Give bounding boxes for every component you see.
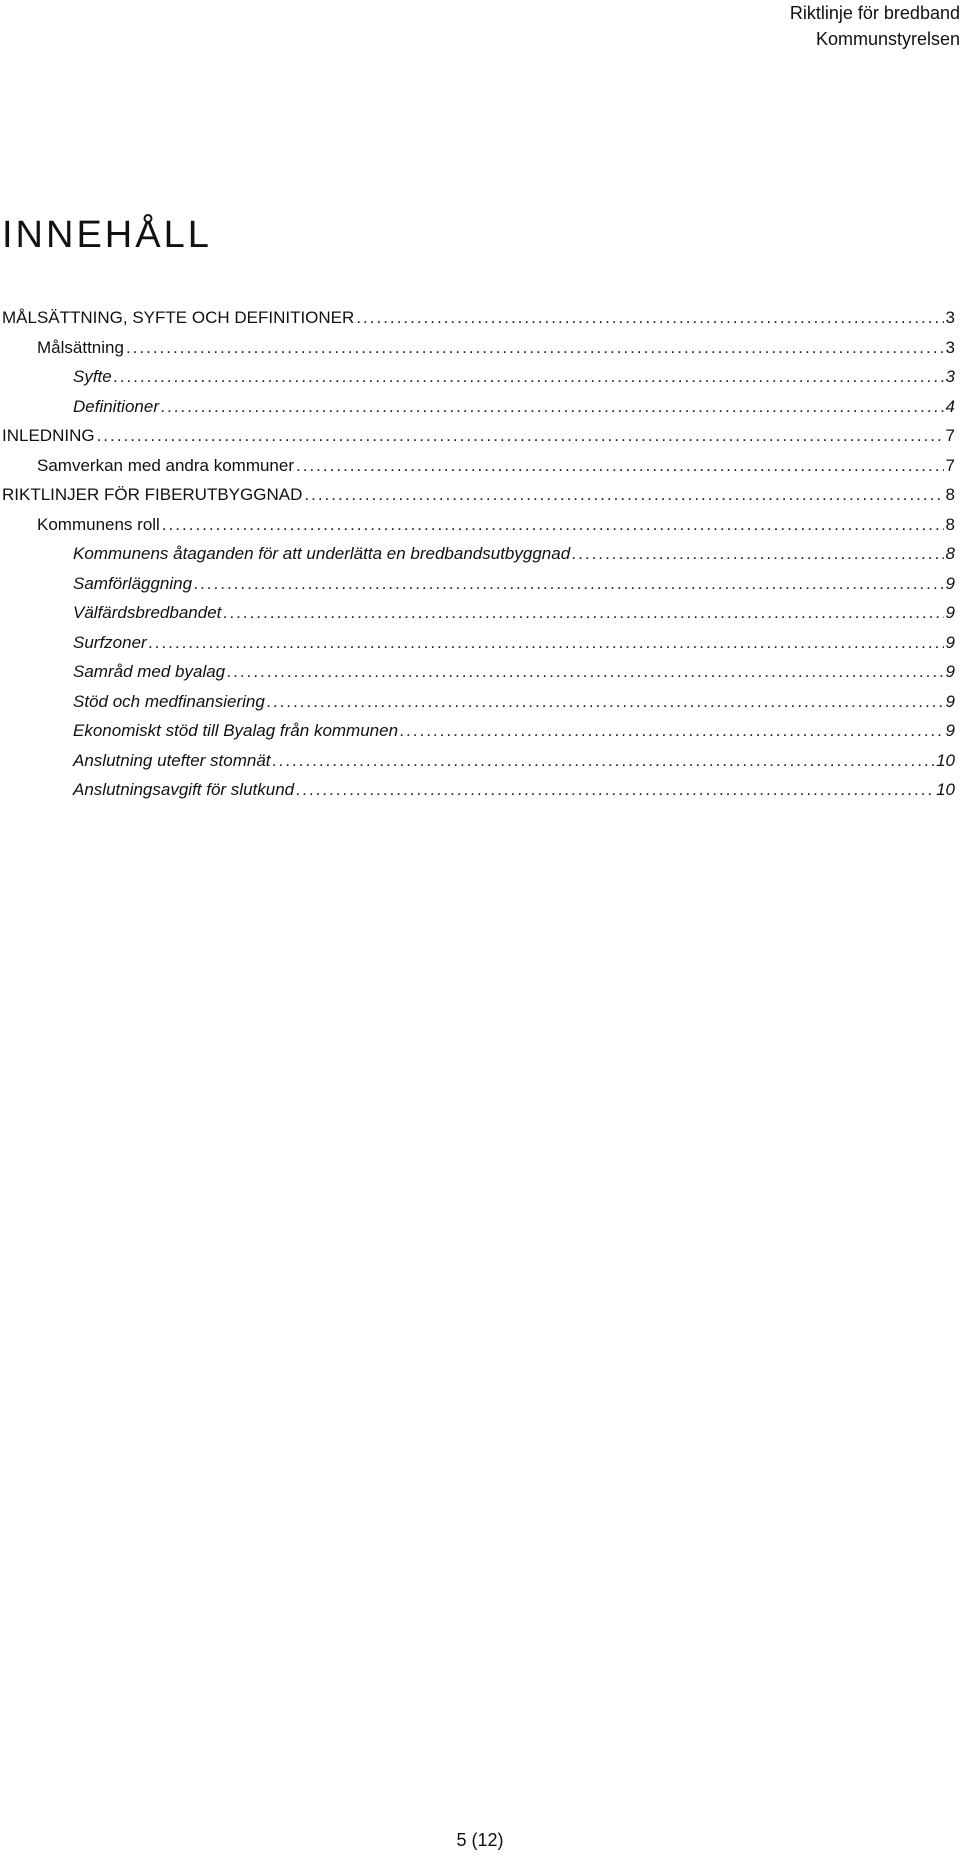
toc-entry-text: Samförläggning bbox=[73, 573, 193, 593]
toc-entry[interactable] bbox=[0, 303, 960, 333]
toc-entry-text: Kommunens roll bbox=[37, 514, 160, 534]
toc-entry[interactable] bbox=[0, 598, 960, 628]
toc-entry[interactable] bbox=[0, 746, 960, 776]
toc-leader-dots bbox=[296, 775, 934, 805]
toc-entry-text: INLEDNING bbox=[2, 426, 95, 445]
toc-entry[interactable] bbox=[0, 569, 960, 599]
toc-leader-dots bbox=[273, 746, 935, 776]
toc-leader-dots bbox=[356, 303, 943, 333]
toc-entry[interactable] bbox=[0, 451, 960, 481]
toc-page-number: 9 bbox=[945, 603, 955, 622]
page-footer bbox=[0, 1828, 960, 1852]
toc-entry-text: Anslutning utefter stomnät bbox=[73, 750, 271, 770]
toc-page-number: 7 bbox=[945, 426, 955, 445]
toc-entry-text: Målsättning bbox=[37, 337, 124, 357]
toc-leader-dots bbox=[126, 333, 944, 363]
toc-leader-dots bbox=[223, 598, 943, 628]
toc-entry[interactable] bbox=[0, 362, 960, 392]
toc-title: INNEHÅLL bbox=[2, 214, 212, 256]
document-title: Riktlinje för bredband bbox=[789, 3, 960, 23]
organization-name: Kommunstyrelsen bbox=[815, 29, 960, 49]
toc-entry[interactable] bbox=[0, 628, 960, 658]
toc-page-number: 9 bbox=[945, 573, 955, 593]
toc-page-number: 3 bbox=[945, 337, 955, 357]
toc-page-number: 9 bbox=[945, 662, 955, 681]
toc-leader-dots bbox=[296, 451, 944, 481]
toc-page-number: 9 bbox=[945, 691, 955, 711]
toc-leader-dots bbox=[194, 569, 943, 599]
toc-entry[interactable] bbox=[0, 775, 960, 805]
toc-leader-dots bbox=[304, 480, 943, 510]
toc-leader-dots bbox=[114, 362, 944, 392]
toc-entry-text: Syfte bbox=[73, 367, 112, 386]
toc-page-number: 10 bbox=[936, 750, 955, 770]
toc-page-number: 9 bbox=[945, 632, 955, 652]
toc-entry[interactable] bbox=[0, 421, 960, 451]
toc-page-number: 7 bbox=[945, 455, 955, 475]
page-number: 5 (12) bbox=[456, 1830, 504, 1850]
toc-page-number: 9 bbox=[945, 721, 955, 740]
toc-entry-text: Kommunens åtaganden för att underlätta en bredbandsutbyggnad bbox=[73, 544, 571, 563]
toc-entry-text: Anslutningsavgift för slutkund bbox=[73, 780, 295, 799]
toc-entry[interactable] bbox=[0, 333, 960, 363]
table-of-contents bbox=[0, 303, 960, 805]
toc-entry[interactable] bbox=[0, 539, 960, 569]
toc-leader-dots bbox=[97, 421, 944, 451]
toc-leader-dots bbox=[400, 716, 943, 746]
toc-entry[interactable] bbox=[0, 716, 960, 746]
toc-entry[interactable] bbox=[0, 687, 960, 717]
toc-page-number: 10 bbox=[936, 780, 955, 799]
toc-entry-text: MÅLSÄTTNING, SYFTE OCH DEFINITIONER bbox=[2, 308, 355, 327]
toc-entry-text: Definitioner bbox=[73, 396, 159, 416]
toc-page-number: 8 bbox=[945, 544, 955, 563]
toc-page-number: 8 bbox=[945, 485, 955, 504]
toc-entry-text: Stöd och medfinansiering bbox=[73, 691, 265, 711]
toc-entry[interactable] bbox=[0, 510, 960, 540]
toc-leader-dots bbox=[149, 628, 944, 658]
toc-entry-text: RIKTLINJER FÖR FIBERUTBYGGNAD bbox=[2, 485, 303, 504]
toc-entry-text: Välfärdsbredbandet bbox=[73, 603, 222, 622]
toc-leader-dots bbox=[227, 657, 943, 687]
toc-page-number: 3 bbox=[945, 308, 955, 327]
toc-entry-text: Surfzoner bbox=[73, 632, 147, 652]
toc-leader-dots bbox=[572, 539, 943, 569]
toc-page-number: 3 bbox=[945, 367, 955, 386]
toc-entry[interactable] bbox=[0, 657, 960, 687]
toc-entry-text: Samverkan med andra kommuner bbox=[37, 455, 295, 475]
toc-entry-text: Ekonomiskt stöd till Byalag från kommunen bbox=[73, 721, 399, 740]
toc-leader-dots bbox=[161, 392, 944, 422]
toc-leader-dots bbox=[162, 510, 944, 540]
toc-page-number: 8 bbox=[945, 514, 955, 534]
toc-entry[interactable] bbox=[0, 392, 960, 422]
toc-entry[interactable] bbox=[0, 480, 960, 510]
toc-entry-text: Samråd med byalag bbox=[73, 662, 226, 681]
toc-leader-dots bbox=[267, 687, 944, 717]
page-header bbox=[560, 0, 960, 52]
toc-page-number: 4 bbox=[945, 396, 955, 416]
